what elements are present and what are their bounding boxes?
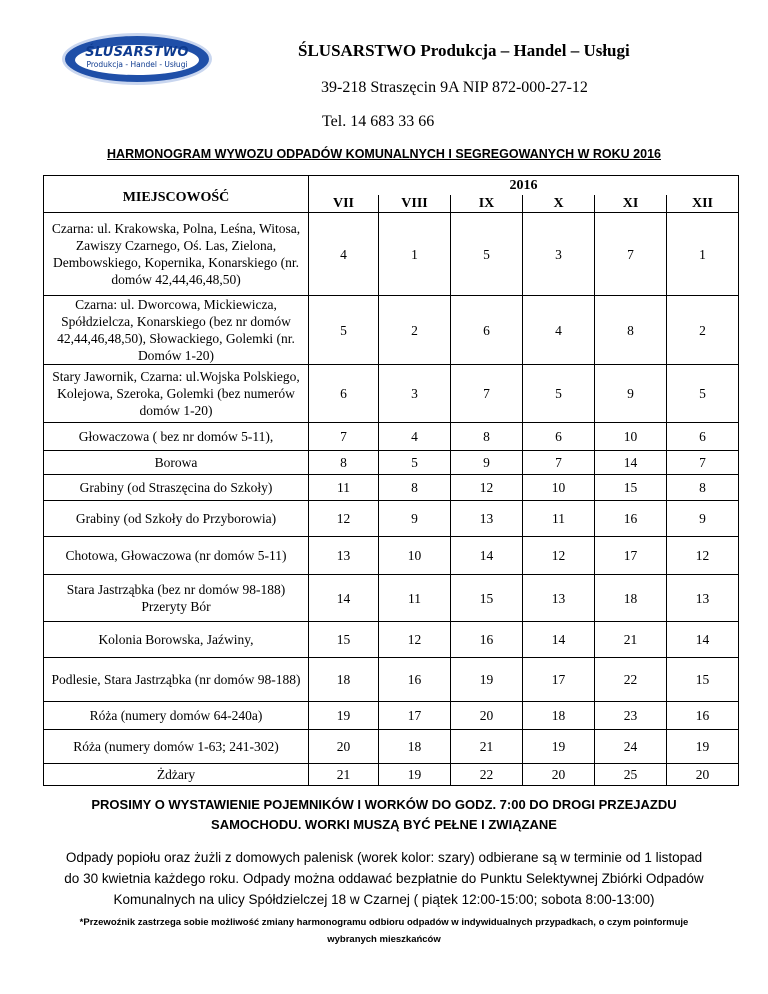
pickup-day-cell: 19 bbox=[451, 658, 523, 702]
location-cell: Grabiny (od Straszęcina do Szkoły) bbox=[44, 475, 309, 501]
pickup-day-cell: 11 bbox=[523, 501, 595, 537]
schedule-title: HARMONOGRAM WYWOZU ODPADÓW KOMUNALNYCH I SEGREGOWANYCH W ROKU 2016 bbox=[107, 147, 661, 161]
location-cell: Żdżary bbox=[44, 764, 309, 786]
pickup-day-cell: 18 bbox=[523, 702, 595, 730]
location-cell: Czarna: ul. Dworcowa, Mickiewicza, Spółdzielcza, Konarskiego (bez nr domów 42,44,46,48,50), Słowackiego, Golemki (nr. Domów 1-20) bbox=[44, 296, 309, 365]
company-address: 39-218 Straszęcin 9A NIP 872-000-27-12 bbox=[321, 79, 588, 96]
pickup-day-cell: 15 bbox=[451, 575, 523, 622]
pickup-day-cell: 10 bbox=[379, 537, 451, 575]
pickup-day-cell: 3 bbox=[379, 365, 451, 423]
pickup-day-cell: 8 bbox=[309, 451, 379, 475]
pickup-day-cell: 16 bbox=[667, 702, 739, 730]
pickup-day-cell: 25 bbox=[595, 764, 667, 786]
month-header: VIII bbox=[379, 195, 451, 213]
pickup-day-cell: 14 bbox=[451, 537, 523, 575]
pickup-day-cell: 1 bbox=[379, 213, 451, 296]
pickup-day-cell: 5 bbox=[379, 451, 451, 475]
schedule-table bbox=[43, 175, 739, 786]
schedule-row bbox=[44, 296, 739, 365]
pickup-day-cell: 11 bbox=[309, 475, 379, 501]
pickup-day-cell: 1 bbox=[667, 213, 739, 296]
schedule-row bbox=[44, 475, 739, 501]
pickup-day-cell: 19 bbox=[667, 730, 739, 764]
location-cell: Głowaczowa ( bez nr domów 5-11), bbox=[44, 423, 309, 451]
pickup-day-cell: 16 bbox=[595, 501, 667, 537]
location-cell: Róża (numery domów 64-240a) bbox=[44, 702, 309, 730]
pickup-day-cell: 13 bbox=[667, 575, 739, 622]
pickup-day-cell: 6 bbox=[667, 423, 739, 451]
pickup-day-cell: 6 bbox=[451, 296, 523, 365]
pickup-day-cell: 11 bbox=[379, 575, 451, 622]
pickup-day-cell: 5 bbox=[523, 365, 595, 423]
pickup-day-cell: 12 bbox=[379, 622, 451, 658]
company-logo bbox=[62, 33, 212, 85]
logo-subtitle: Produkcja - Handel - Usługi bbox=[86, 60, 188, 69]
notice-line-2: SAMOCHODU. WORKI MUSZĄ BYĆ PEŁNE I ZWIĄZANE bbox=[211, 817, 557, 832]
location-cell: Czarna: ul. Krakowska, Polna, Leśna, Witosa, Zawiszy Czarnego, Oś. Las, Zielona, Dembowskiego, Kopernika, Konarskiego (nr. domów 42,44,46,48,50) bbox=[44, 213, 309, 296]
schedule-row bbox=[44, 501, 739, 537]
pickup-day-cell: 15 bbox=[595, 475, 667, 501]
pickup-day-cell: 12 bbox=[309, 501, 379, 537]
footnote-line-1: *Przewoźnik zastrzega sobie możliwość zmiany harmonogramu odbioru odpadów w indywidualnych przypadkach, o czym poinformuje bbox=[79, 917, 689, 928]
pickup-day-cell: 7 bbox=[595, 213, 667, 296]
pickup-day-cell: 2 bbox=[667, 296, 739, 365]
pickup-day-cell: 17 bbox=[379, 702, 451, 730]
pickup-day-cell: 21 bbox=[309, 764, 379, 786]
info-line-1: Odpady popiołu oraz żużli z domowych palenisk (worek kolor: szary) odbierane są w terminie od 1 listopad bbox=[65, 850, 703, 865]
schedule-row bbox=[44, 764, 739, 786]
footnote bbox=[40, 914, 728, 948]
pickup-day-cell: 4 bbox=[309, 213, 379, 296]
info-line-2: do 30 kwietnia każdego roku. Odpady można oddawać bezpłatnie do Punktu Selektywnej Zbiórki Odpadów bbox=[64, 871, 704, 886]
pickup-day-cell: 13 bbox=[523, 575, 595, 622]
pickup-day-cell: 9 bbox=[595, 365, 667, 423]
pickup-day-cell: 21 bbox=[451, 730, 523, 764]
pickup-day-cell: 14 bbox=[595, 451, 667, 475]
pickup-day-cell: 13 bbox=[309, 537, 379, 575]
month-header: VII bbox=[309, 195, 379, 213]
pickup-day-cell: 15 bbox=[667, 658, 739, 702]
pickup-day-cell: 18 bbox=[379, 730, 451, 764]
pickup-day-cell: 6 bbox=[309, 365, 379, 423]
info-line-3: Komunalnych na ulicy Spółdzielczej 18 w Czarnej ( piątek 12:00-15:00; sobota 8:00-13:00) bbox=[113, 892, 655, 907]
location-cell: Róża (numery domów 1-63; 241-302) bbox=[44, 730, 309, 764]
pickup-notice bbox=[0, 795, 768, 835]
pickup-day-cell: 3 bbox=[523, 213, 595, 296]
pickup-day-cell: 7 bbox=[667, 451, 739, 475]
pickup-day-cell: 20 bbox=[451, 702, 523, 730]
location-cell: Kolonia Borowska, Jaźwiny, bbox=[44, 622, 309, 658]
pickup-day-cell: 20 bbox=[667, 764, 739, 786]
pickup-day-cell: 8 bbox=[595, 296, 667, 365]
pickup-day-cell: 18 bbox=[595, 575, 667, 622]
pickup-day-cell: 16 bbox=[379, 658, 451, 702]
pickup-day-cell: 6 bbox=[523, 423, 595, 451]
logo-badge bbox=[75, 45, 199, 75]
company-name: ŚLUSARSTWO Produkcja – Handel – Usługi bbox=[298, 41, 630, 60]
pickup-day-cell: 14 bbox=[523, 622, 595, 658]
pickup-day-cell: 22 bbox=[595, 658, 667, 702]
month-header: X bbox=[523, 195, 595, 213]
footnote-line-2: wybranych mieszkańców bbox=[327, 934, 441, 945]
location-cell: Stara Jastrząbka (bez nr domów 98-188) Przeryty Bór bbox=[44, 575, 309, 622]
pickup-day-cell: 4 bbox=[379, 423, 451, 451]
location-header: MIEJSCOWOŚĆ bbox=[44, 176, 309, 213]
pickup-day-cell: 22 bbox=[451, 764, 523, 786]
pickup-day-cell: 8 bbox=[667, 475, 739, 501]
location-cell: Borowa bbox=[44, 451, 309, 475]
schedule-row bbox=[44, 730, 739, 764]
location-cell: Stary Jawornik, Czarna: ul.Wojska Polskiego, Kolejowa, Szeroka, Golemki (bez numerów domów 1-20) bbox=[44, 365, 309, 423]
pickup-day-cell: 13 bbox=[451, 501, 523, 537]
schedule-row bbox=[44, 423, 739, 451]
pickup-day-cell: 7 bbox=[451, 365, 523, 423]
pickup-day-cell: 12 bbox=[667, 537, 739, 575]
pickup-day-cell: 5 bbox=[667, 365, 739, 423]
location-cell: Chotowa, Głowaczowa (nr domów 5-11) bbox=[44, 537, 309, 575]
pickup-day-cell: 12 bbox=[451, 475, 523, 501]
pickup-day-cell: 10 bbox=[523, 475, 595, 501]
pickup-day-cell: 14 bbox=[309, 575, 379, 622]
schedule-row bbox=[44, 702, 739, 730]
pickup-day-cell: 14 bbox=[667, 622, 739, 658]
pickup-day-cell: 4 bbox=[523, 296, 595, 365]
logo-title: ŚLUSARSTWO bbox=[85, 45, 189, 60]
pickup-day-cell: 16 bbox=[451, 622, 523, 658]
ash-collection-info bbox=[30, 847, 738, 910]
pickup-day-cell: 7 bbox=[523, 451, 595, 475]
year-header: 2016 bbox=[309, 176, 739, 196]
pickup-day-cell: 19 bbox=[379, 764, 451, 786]
schedule-row bbox=[44, 451, 739, 475]
pickup-day-cell: 5 bbox=[309, 296, 379, 365]
notice-line-1: PROSIMY O WYSTAWIENIE POJEMNIKÓW I WORKÓW DO GODZ. 7:00 DO DROGI PRZEJAZDU bbox=[91, 797, 677, 812]
schedule-row bbox=[44, 365, 739, 423]
schedule-row bbox=[44, 575, 739, 622]
location-cell: Podlesie, Stara Jastrząbka (nr domów 98-188) bbox=[44, 658, 309, 702]
pickup-day-cell: 9 bbox=[451, 451, 523, 475]
pickup-day-cell: 17 bbox=[595, 537, 667, 575]
month-header: XI bbox=[595, 195, 667, 213]
pickup-day-cell: 8 bbox=[379, 475, 451, 501]
pickup-day-cell: 8 bbox=[451, 423, 523, 451]
pickup-day-cell: 19 bbox=[523, 730, 595, 764]
pickup-day-cell: 2 bbox=[379, 296, 451, 365]
pickup-day-cell: 15 bbox=[309, 622, 379, 658]
location-cell: Grabiny (od Szkoły do Przyborowia) bbox=[44, 501, 309, 537]
pickup-day-cell: 20 bbox=[523, 764, 595, 786]
pickup-day-cell: 21 bbox=[595, 622, 667, 658]
pickup-day-cell: 9 bbox=[667, 501, 739, 537]
pickup-day-cell: 17 bbox=[523, 658, 595, 702]
pickup-day-cell: 18 bbox=[309, 658, 379, 702]
pickup-day-cell: 20 bbox=[309, 730, 379, 764]
pickup-day-cell: 5 bbox=[451, 213, 523, 296]
pickup-day-cell: 24 bbox=[595, 730, 667, 764]
company-phone: Tel. 14 683 33 66 bbox=[322, 113, 435, 130]
pickup-day-cell: 19 bbox=[309, 702, 379, 730]
month-header: IX bbox=[451, 195, 523, 213]
schedule-row bbox=[44, 213, 739, 296]
schedule-row bbox=[44, 537, 739, 575]
pickup-day-cell: 7 bbox=[309, 423, 379, 451]
month-header: XII bbox=[667, 195, 739, 213]
pickup-day-cell: 9 bbox=[379, 501, 451, 537]
schedule-row bbox=[44, 658, 739, 702]
pickup-day-cell: 23 bbox=[595, 702, 667, 730]
pickup-day-cell: 12 bbox=[523, 537, 595, 575]
pickup-day-cell: 10 bbox=[595, 423, 667, 451]
schedule-row bbox=[44, 622, 739, 658]
